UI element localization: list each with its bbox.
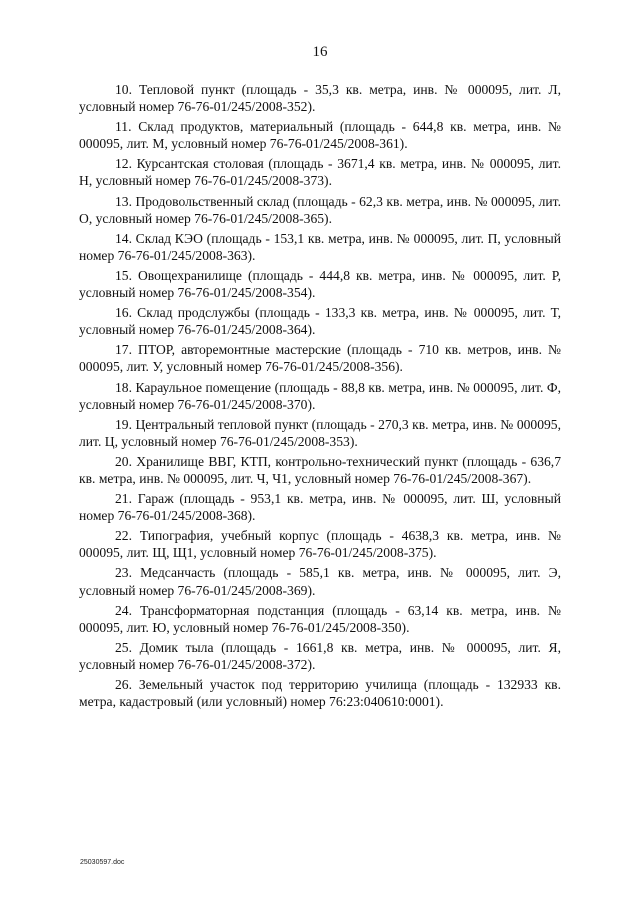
list-item: 26. Земельный участок под территорию училища (площадь - 132933 кв. метра, кадастровый (или условный) номер 76:23:040610:0001). bbox=[79, 677, 561, 710]
page-number: 16 bbox=[312, 44, 328, 60]
list-item: 15. Овощехранилище (площадь - 444,8 кв. метра, инв. № 000095, лит. Р, условный номер 76-76-01/245/2008-354). bbox=[79, 267, 561, 301]
list-item: 22. Типография, учебный корпус (площадь - 4638,3 кв. метра, инв. № 000095, лит. Щ, Щ1, условный номер 76-76-01/245/2008-375). bbox=[79, 528, 561, 561]
list-item: 18. Караульное помещение (площадь - 88,8 кв. метра, инв. № 000095, лит. Ф, условный номер 76-76-01/245/2008-370). bbox=[79, 379, 561, 412]
list-item: 23. Медсанчасть (площадь - 585,1 кв. метра, инв. № 000095, лит. Э, условный номер 76-76-01/245/2008-369). bbox=[79, 565, 561, 598]
list-item: 21. Гараж (площадь - 953,1 кв. метра, инв. № 000095, лит. Ш, условный номер 76-76-01/245/2008-368). bbox=[79, 491, 561, 524]
file-name-footer: 25030597.doc bbox=[80, 859, 125, 866]
list-item: 11. Склад продуктов, материальный (площадь - 644,8 кв. метра, инв. № 000095, лит. М, условный номер 76-76-01/245/2008-361). bbox=[79, 119, 561, 152]
list-item: 12. Курсантская столовая (площадь - 3671,4 кв. метра, инв. № 000095, лит. Н, условный номер 76-76-01/245/2008-373). bbox=[79, 156, 561, 189]
list-item: 20. Хранилище ВВГ, КТП, контрольно-технический пункт (площадь - 636,7 кв. метра, инв. № 000095, лит. Ч, Ч1, условный номер 76-76-01/245/2008-367). bbox=[79, 453, 561, 486]
list-item: 24. Трансформаторная подстанция (площадь - 63,14 кв. метра, инв. № 000095, лит. Ю, условный номер 76-76-01/245/2008-350). bbox=[79, 602, 561, 635]
list-item: 14. Склад КЭО (площадь - 153,1 кв. метра, инв. № 000095, лит. П, условный номер 76-76-01/245/2008-363). bbox=[79, 230, 561, 263]
property-list bbox=[79, 81, 561, 713]
list-item: 16. Склад продслужбы (площадь - 133,3 кв. метра, инв. № 000095, лит. Т, условный номер 76-76-01/245/2008-364). bbox=[79, 305, 561, 338]
list-item: 17. ПТОР, авторемонтные мастерские (площадь - 710 кв. метров, инв. № 000095, лит. У, условный номер 76-76-01/245/2008-356). bbox=[79, 342, 561, 375]
list-item: 13. Продовольственный склад (площадь - 62,3 кв. метра, инв. № 000095, лит. О, условный номер 76-76-01/245/2008-365). bbox=[79, 193, 561, 226]
list-item: 10. Тепловой пункт (площадь - 35,3 кв. метра, инв. № 000095, лит. Л, условный номер 76-76-01/245/2008-352). bbox=[79, 82, 561, 115]
list-item: 19. Центральный тепловой пункт (площадь - 270,3 кв. метра, инв. № 000095, лит. Ц, условный номер 76-76-01/245/2008-353). bbox=[79, 416, 561, 449]
list-item: 25. Домик тыла (площадь - 1661,8 кв. метра, инв. № 000095, лит. Я, условный номер 76-76-01/245/2008-372). bbox=[79, 639, 561, 672]
